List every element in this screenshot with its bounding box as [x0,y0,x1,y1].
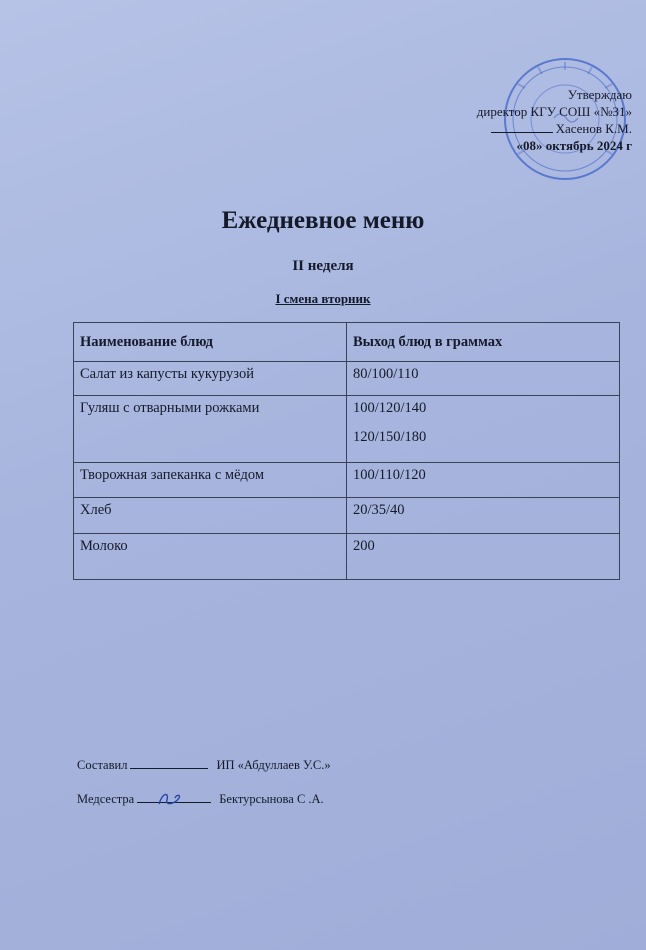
compiled-label: Составил [77,758,128,772]
page-title: Ежедневное меню [221,207,425,234]
dish-name: Салат из капусты кукурузой [74,362,347,396]
signature-blank [491,132,553,133]
director-line: директор КГУ СОШ «№31» [476,104,632,119]
approval-date: «08» октябрь 2024 г [516,138,632,153]
portion-grams: 100/110/120 [347,463,620,498]
table-row [74,362,620,396]
table-header-row [74,323,620,362]
nurse-name: Бектурсынова С .А. [219,792,324,806]
dish-name: Хлеб [74,498,347,534]
handwritten-signature [155,790,189,808]
portion-grams: 100/120/140 [353,400,427,416]
portion-grams: 20/35/40 [347,498,620,534]
shift-label: I смена вторник [275,291,371,306]
table-row [74,498,620,534]
table-row [74,396,620,463]
menu-table [73,322,620,580]
dish-name: Творожная запеканка с мёдом [74,463,347,498]
dish-name: Молоко [74,534,347,580]
table-row [74,534,620,580]
portion-grams-cell [347,396,620,463]
compiled-by-line [77,758,331,773]
nurse-label: Медсестра [77,792,135,806]
nurse-line [77,792,324,807]
director-name-line [477,120,632,137]
director-name: Хасенов К.М. [555,121,632,136]
nurse-signature-blank [137,802,211,803]
week-label: II неделя [292,258,354,274]
header-portion-grams: Выход блюд в граммах [347,323,620,362]
approve-label: Утверждаю [567,87,632,102]
portion-grams-extra: 120/150/180 [353,429,427,445]
dish-name: Гуляш с отварными рожками [74,396,347,463]
portion-grams: 80/100/110 [347,362,620,396]
approval-block [477,86,632,154]
compiled-signature-blank [130,768,208,769]
header-dish-name: Наименование блюд [74,323,347,362]
portion-grams: 200 [347,534,620,580]
compiled-by-name: ИП «Абдуллаев У.С.» [216,758,331,772]
table-row [74,463,620,498]
